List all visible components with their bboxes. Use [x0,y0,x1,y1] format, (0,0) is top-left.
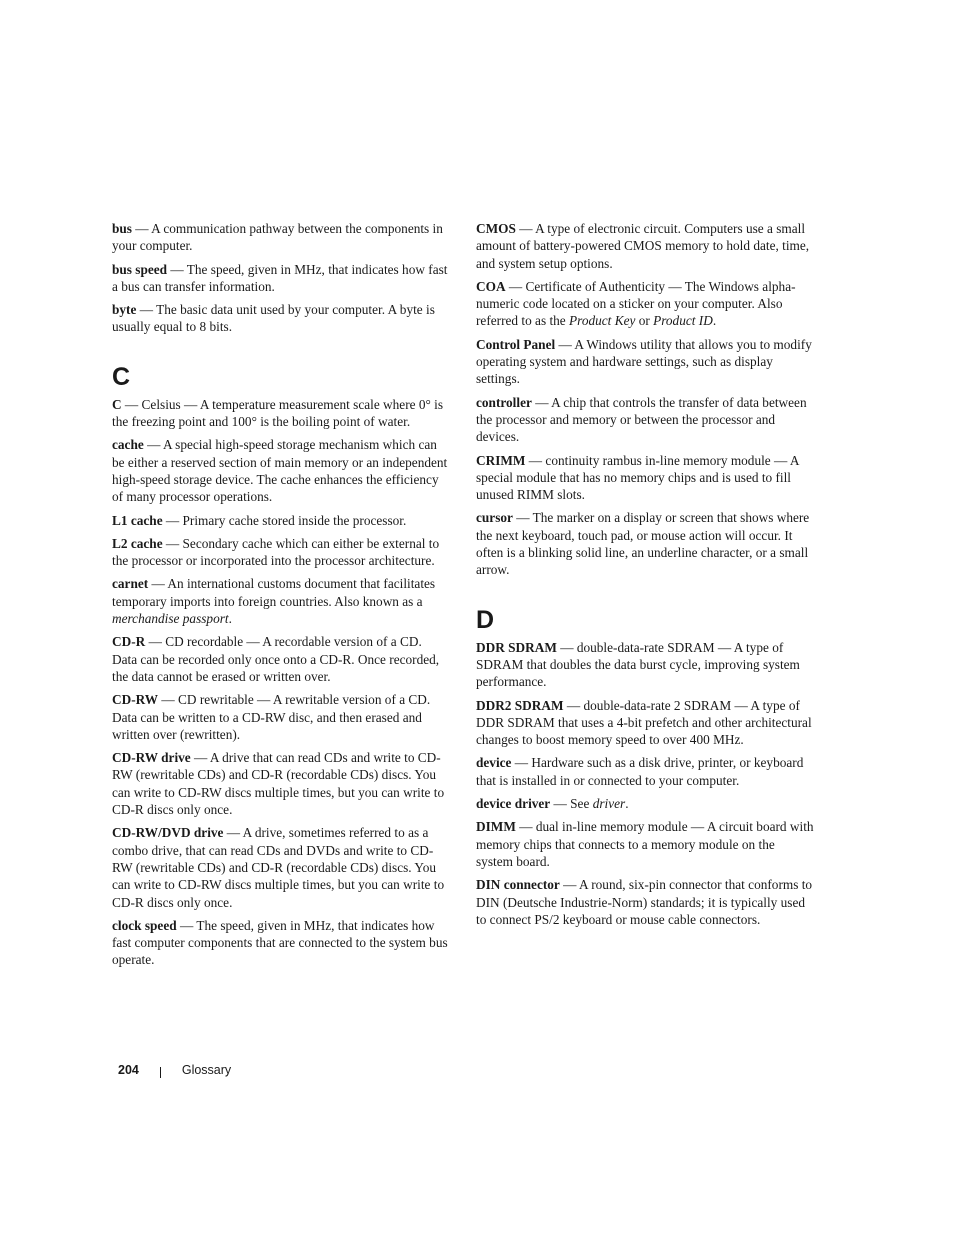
glossary-definition: — See [550,796,593,812]
glossary-definition-tail: . [712,313,717,329]
glossary-term: byte [112,302,137,318]
page-number: 204 [118,1063,139,1077]
glossary-definition: — The basic data unit used by your computer. A byte is usually equal to 8 bits. [112,302,435,335]
glossary-entry-device-driver [476,795,814,812]
glossary-definition: — A Windows utility that allows you to modify operating system and hardware settings, such as display settings. [476,336,812,387]
glossary-reference: driver [592,796,626,812]
glossary-term: DIN connector [476,877,560,893]
glossary-term: CD-RW drive [112,750,191,766]
glossary-entry-dimm [476,818,814,870]
glossary-term: clock speed [112,917,177,933]
glossary-definition: — An international customs document that facilitates temporary imports into foreign countries. Also known as a [112,576,436,609]
glossary-reference: merchandise passport [112,611,229,627]
glossary-definition: — The speed, given in MHz, that indicates how fast computer components that are connected to the system bus operate. [112,917,448,968]
glossary-entry-crimm [476,452,814,504]
glossary-entry-cursor [476,509,814,578]
glossary-definition-tail: . [228,611,232,627]
glossary-entry-l2-cache [112,535,448,570]
glossary-entry-bus [112,220,448,255]
glossary-definition: — A chip that controls the transfer of data between the processor and memory or between the processor and devices. [476,394,807,445]
glossary-definition: — Primary cache stored inside the processor. [162,512,407,528]
glossary-entry-cd-rw-dvd-drive [112,824,448,910]
glossary-term: bus speed [112,261,168,277]
glossary-definition: — A type of electronic circuit. Computers use a small amount of battery-powered CMOS memory to hold date, time, and system setup options. [476,221,810,271]
glossary-reference: Product Key [569,313,636,329]
glossary-term: DIMM [476,819,516,835]
glossary-definition: — A drive that can read CDs and write to CD-RW (rewritable CDs) and CD-R (recordable CDs) discs. You can write to CD-RW discs multiple times, but you can write to CD-R discs only once. [112,750,445,818]
glossary-definition: — Celsius — A temperature measurement scale where 0° is the freezing point and 100° is the boiling point of water. [112,396,444,430]
glossary-entry-c [112,396,448,431]
glossary-definition: — continuity rambus in-line memory module — A special module that has no memory chips and is used to fill unused RIMM slots. [476,452,799,503]
glossary-term: L1 cache [112,512,163,528]
glossary-reference: Product ID [653,313,713,329]
glossary-entry-din-connector [476,876,814,928]
glossary-definition-tail: . [625,796,629,812]
glossary-term: device driver [476,796,551,812]
glossary-definition: — Hardware such as a disk drive, printer, or keyboard that is installed in or connected to your computer. [476,755,804,788]
glossary-term: CD-R [112,634,146,650]
glossary-term: C [112,396,122,412]
glossary-definition: — double-data-rate 2 SDRAM — A type of DDR SDRAM that uses a 4-bit prefetch and other architectural changes to boost memory speed to over 400 MHz. [476,697,812,748]
glossary-term: CRIMM [476,452,526,468]
glossary-definition: — CD recordable — A recordable version of a CD. Data can be recorded only once onto a CD-R. Once recorded, the data cannot be erased or written over. [112,634,440,684]
glossary-entry-l1-cache [112,512,448,529]
glossary-entry-ddr2-sdram [476,697,814,749]
glossary-entry-cd-r [112,633,448,685]
glossary-entry-cd-rw-drive [112,749,448,818]
glossary-entry-carnet [112,575,448,627]
footer-section-title: Glossary [181,1063,232,1077]
glossary-term: cursor [476,510,513,526]
glossary-definition: — The marker on a display or screen that shows where the next keyboard, touch pad, or mouse action will occur. It often is a blinking solid line, an underline character, or a small arrow. [476,510,810,578]
footer-divider [160,1067,161,1078]
glossary-definition: — A drive, sometimes referred to as a combo drive, that can read CDs and DVDs and write to CD-RW (rewritable CDs) and CD-R (recordable CDs) discs. You can write to CD-RW discs multiple times, but you can write to CD-R discs only once. [112,825,445,910]
glossary-definition: — dual in-line memory module — A circuit board with memory chips that connects to a memory module on the system board. [476,819,814,869]
glossary-term: L2 cache [112,535,163,551]
glossary-definition: — A communication pathway between the components in your computer. [112,221,443,254]
glossary-definition-tail: or [635,313,654,329]
glossary-entry-cmos [476,220,814,272]
glossary-entry-coa [476,278,814,330]
glossary-entry-cache [112,436,448,505]
glossary-definition: — A round, six-pin connector that conforms to DIN (Deutsche Industrie-Norm) standards; it is typically used to connect PS/2 keyboard or mouse cable connectors. [476,877,813,927]
glossary-right-column [476,220,814,934]
glossary-entry-controller [476,394,814,446]
glossary-left-column [112,220,448,975]
glossary-definition: — A special high-speed storage mechanism which can be either a reserved section of main memory or an independent high-speed storage device. The cache enhances the efficiency of many processor operations. [112,437,448,505]
glossary-term: bus [112,221,132,236]
glossary-term: device [476,755,512,771]
glossary-term: Control Panel [476,336,556,352]
glossary-term: CD-RW/DVD drive [112,825,224,841]
glossary-term: CMOS [476,221,516,236]
section-heading-d: D [476,605,495,634]
glossary-definition: — Secondary cache which can either be external to the processor or incorporated into the processor architecture. [112,535,440,569]
glossary-entry-bus-speed [112,261,448,296]
glossary-term: DDR2 SDRAM [476,697,564,713]
glossary-term: COA [476,278,506,294]
glossary-term: DDR SDRAM [476,639,557,655]
glossary-term: controller [476,394,532,410]
glossary-entry-control-panel [476,336,814,388]
glossary-term: carnet [112,576,149,592]
glossary-entry-cd-rw [112,691,448,743]
glossary-entry-device [476,754,814,789]
glossary-entry-byte [112,301,448,336]
section-heading-c: C [112,362,131,391]
glossary-definition: — CD rewritable — A rewritable version of a CD. Data can be written to a CD-RW disc, and then erased and written over (rewritten). [112,692,431,742]
glossary-term: cache [112,437,144,453]
glossary-term: CD-RW [112,692,159,708]
glossary-entry-ddr-sdram [476,639,814,691]
page-footer [118,1062,231,1078]
glossary-entry-clock-speed [112,917,448,969]
glossary-definition: — double-data-rate SDRAM — A type of SDRAM that doubles the data burst cycle, improving system performance. [476,639,800,690]
glossary-definition: — Certificate of Authenticity — The Windows alpha-numeric code located on a sticker on your computer. Also referred to as the [476,278,796,329]
glossary-definition: — The speed, given in MHz, that indicates how fast a bus can transfer information. [112,261,448,294]
